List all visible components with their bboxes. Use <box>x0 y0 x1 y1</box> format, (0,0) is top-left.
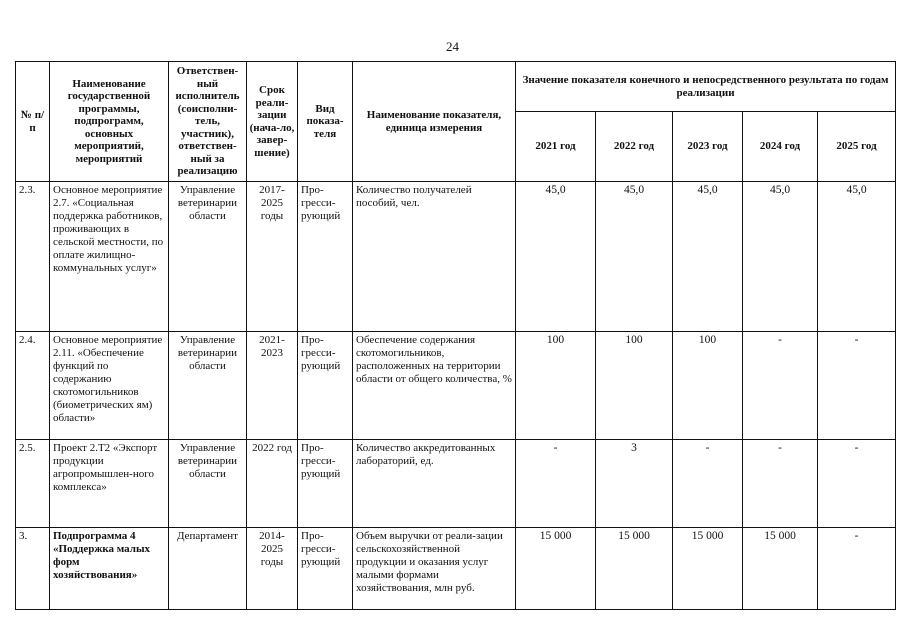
row-value-2023: 15 000 <box>673 528 743 610</box>
header-year-2022: 2022 год <box>596 112 673 182</box>
header-term: Срок реали-зации (нача-ло, завер-шение) <box>247 62 298 182</box>
row-value-2022: 100 <box>596 332 673 440</box>
row-name: Основное мероприятие 2.7. «Социальная поддержка работников, проживающих в сельской местности, по оплате жилищно-коммунальных услуг» <box>50 182 169 332</box>
row-name: Основное мероприятие 2.11. «Обеспечение функций по содержанию скотомогильников (биометрических ям) области» <box>50 332 169 440</box>
header-type: Вид показа-теля <box>298 62 353 182</box>
row-type: Про-гресси-рующий <box>298 182 353 332</box>
row-value-2023: - <box>673 440 743 528</box>
row-value-2024: - <box>743 440 818 528</box>
table-row <box>16 440 896 528</box>
row-indicator: Количество аккредитованных лабораторий, ед. <box>353 440 516 528</box>
row-num: 2.3. <box>16 182 50 332</box>
table-row <box>16 332 896 440</box>
row-value-2023: 45,0 <box>673 182 743 332</box>
row-type: Про-гресси-рующий <box>298 332 353 440</box>
row-term: 2022 год <box>247 440 298 528</box>
row-term: 2014-2025 годы <box>247 528 298 610</box>
header-year-2025: 2025 год <box>818 112 896 182</box>
row-indicator: Объем выручки от реали-зации сельскохозяйственной продукции и оказания услуг малыми формами хозяйствования, млн руб. <box>353 528 516 610</box>
header-num: № п/п <box>16 62 50 182</box>
row-name: Подпрограмма 4 «Поддержка малых форм хозяйствования» <box>50 528 169 610</box>
row-value-2025: 45,0 <box>818 182 896 332</box>
row-type: Про-гресси-рующий <box>298 440 353 528</box>
row-num: 2.4. <box>16 332 50 440</box>
row-value-2021: 45,0 <box>516 182 596 332</box>
row-executor: Управление ветеринарии области <box>169 440 247 528</box>
row-executor: Управление ветеринарии области <box>169 182 247 332</box>
row-value-2024: 45,0 <box>743 182 818 332</box>
table-row <box>16 182 896 332</box>
row-value-2025: - <box>818 440 896 528</box>
row-value-2023: 100 <box>673 332 743 440</box>
row-value-2022: 45,0 <box>596 182 673 332</box>
header-values-group: Значение показателя конечного и непосредственного результата по годам реализации <box>516 62 896 112</box>
row-indicator: Обеспечение содержания скотомогильников, расположенных на территории области от общего количества, % <box>353 332 516 440</box>
row-type: Про-гресси-рующий <box>298 528 353 610</box>
row-indicator: Количество получателей пособий, чел. <box>353 182 516 332</box>
row-value-2021: 100 <box>516 332 596 440</box>
header-name: Наименование государственной программы, подпрограмм, основных мероприятий, мероприятий <box>50 62 169 182</box>
program-indicators-table <box>15 61 896 610</box>
page-number: 24 <box>446 39 459 54</box>
table-header <box>16 62 896 182</box>
header-year-2024: 2024 год <box>743 112 818 182</box>
header-executor: Ответствен-ный исполнитель (соисполни-тель, участник), ответствен-ный за реализацию <box>169 62 247 182</box>
row-executor: Управление ветеринарии области <box>169 332 247 440</box>
row-value-2024: 15 000 <box>743 528 818 610</box>
row-value-2025: - <box>818 332 896 440</box>
row-term: 2017-2025 годы <box>247 182 298 332</box>
row-term: 2021-2023 <box>247 332 298 440</box>
header-year-2023: 2023 год <box>673 112 743 182</box>
row-value-2024: - <box>743 332 818 440</box>
row-value-2021: - <box>516 440 596 528</box>
row-value-2025: - <box>818 528 896 610</box>
header-indicator: Наименование показателя, единица измерения <box>353 62 516 182</box>
table-row <box>16 528 896 610</box>
row-num: 2.5. <box>16 440 50 528</box>
row-value-2022: 3 <box>596 440 673 528</box>
row-num: 3. <box>16 528 50 610</box>
row-executor: Департамент <box>169 528 247 610</box>
row-value-2022: 15 000 <box>596 528 673 610</box>
row-value-2021: 15 000 <box>516 528 596 610</box>
header-year-2021: 2021 год <box>516 112 596 182</box>
row-name: Проект 2.Т2 «Экспорт продукции агропромышлен-ного комплекса» <box>50 440 169 528</box>
